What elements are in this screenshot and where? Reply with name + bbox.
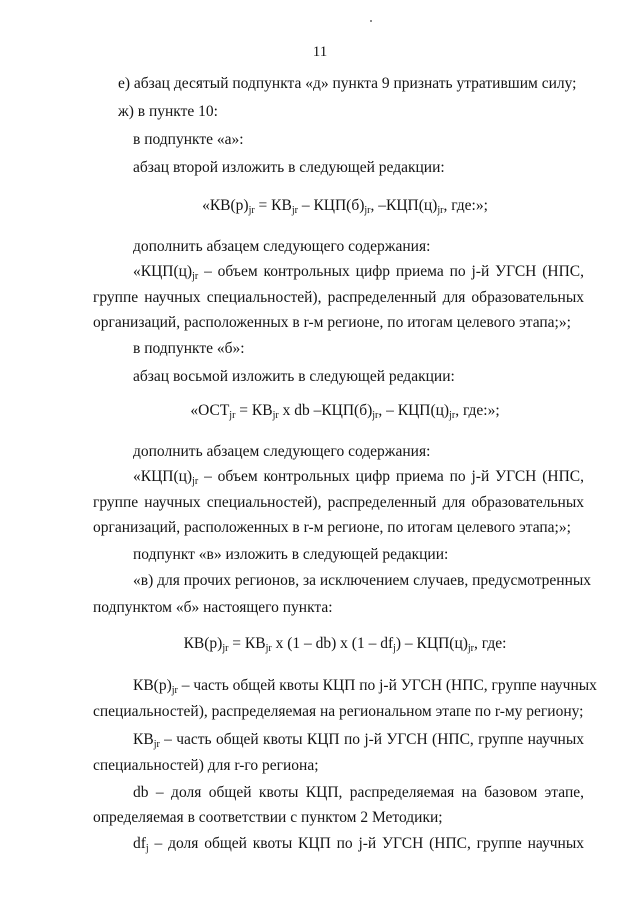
text-line: $df_j$ – доля общей квоты КЦП по j-й УГСН (НПС, группе научных xyxy=(133,835,584,854)
text-line: е) абзац десятый подпункта «д» пункта 9 признать утратившим силу; xyxy=(118,75,577,92)
formula-ost: «$ОСТ_{jr} = КВ_{jr}$ x db $-КЦП(б)_{jr}$, – $КЦП(ц)_{jr}$, где:»; xyxy=(190,402,500,421)
text-line: в подпункте «а»: xyxy=(133,131,244,148)
text-line: «в) для прочих регионов, за исключением случаев, предусмотренных xyxy=(133,572,592,589)
text-line: абзац восьмой изложить в следующей редакции: xyxy=(133,368,455,385)
text-line: «$КЦП(ц)_{jr}$ – объем контрольных цифр приема по j-й УГСН (НПС, xyxy=(133,468,584,487)
text-line: в подпункте «б»: xyxy=(133,340,245,357)
text-line: абзац второй изложить в следующей редакции: xyxy=(133,159,445,176)
text-line: специальностей), распределяемая на региональном этапе по r-му региону; xyxy=(93,703,584,720)
text-line: подпункт «в» изложить в следующей редакции: xyxy=(133,546,449,563)
formula-kv-r-other: $КВ(р)_{jr} = КВ_{jr}$ x (1 – db) x $(1 - df_j) - КЦП(ц)_{jr}$, где: xyxy=(183,635,507,654)
text-line: $КВ_{jr}$ – часть общей квоты КЦП по j-й УГСН (НПС, группе научных xyxy=(133,731,584,750)
text-line: определяемая в соответствии с пунктом 2 Методики; xyxy=(93,809,443,826)
text-line: специальностей) для r-го региона; xyxy=(93,757,319,774)
text-line: подпунктом «б» настоящего пункта: xyxy=(93,599,333,616)
text-line: дополнить абзацем следующего содержания: xyxy=(133,443,431,460)
page-number: 11 xyxy=(312,44,328,60)
text-line: организаций, расположенных в r-м регионе, по итогам целевого этапа;»; xyxy=(93,314,571,331)
text-line: «$КЦП(ц)_{jr}$ – объем контрольных цифр приема по j-й УГСН (НПС, xyxy=(133,263,584,282)
formula-kv-r: «$КВ(р)_{jr} = КВ_{jr} - КЦП(б)_{jr}$, $-КЦП(ц)_{jr}$, где:»; xyxy=(202,197,488,216)
text-line: организаций, расположенных в r-м регионе, по итогам целевого этапа;»; xyxy=(93,519,571,536)
scan-speck xyxy=(370,20,372,22)
text-line: ж) в пункте 10: xyxy=(118,103,218,120)
text-line: $КВ(р)_{jr}$ – часть общей квоты КЦП по j-й УГСН (НПС, группе научных xyxy=(133,677,597,696)
text-line: дополнить абзацем следующего содержания: xyxy=(133,238,431,255)
text-line: группе научных специальностей), распределенный для образовательных xyxy=(93,494,584,511)
text-line: группе научных специальностей), распределенный для образовательных xyxy=(93,289,584,306)
text-line: db – доля общей квоты КЦП, распределяемая на базовом этапе, xyxy=(133,784,584,801)
